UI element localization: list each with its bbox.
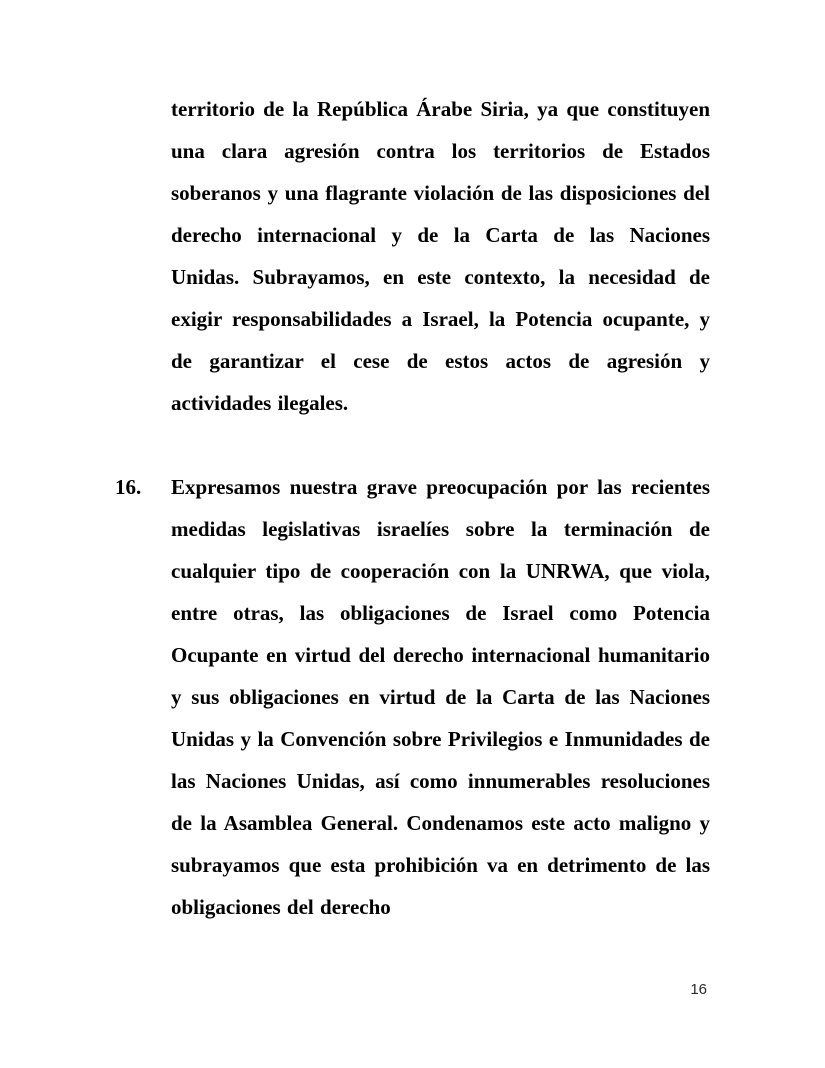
- page-number: 16: [690, 981, 707, 998]
- paragraph-continuation: [115, 88, 710, 424]
- paragraph-text: Expresamos nuestra grave preocupación por las recientes medidas legislativas israelíes sobre la terminación de cualquier tipo de cooperación con la UNRWA, que viola, entre otras, las obligaciones de Israel como Potencia Ocupante en virtud del derecho internacional humanitario y sus obligaciones en virtud de la Carta de las Naciones Unidas y la Convención sobre Privilegios e Inmunidades de las Naciones Unidas, así como innumerables resoluciones de la Asamblea General. Condenamos este acto maligno y subrayamos que esta prohibición va en detrimento de las obligaciones del derecho: [171, 475, 710, 919]
- paragraph-text: territorio de la República Árabe Siria, ya que constituyen una clara agresión contra los territorios de Estados soberanos y una flagrante violación de las disposiciones del derecho internacional y de la Carta de las Naciones Unidas. Subrayamos, en este contexto, la necesidad de exigir responsabilidades a Israel, la Potencia ocupante, y de garantizar el cese de estos actos de agresión y actividades ilegales.: [171, 97, 710, 415]
- document-body: [115, 88, 710, 928]
- paragraph-16: [115, 466, 710, 928]
- paragraph-number: 16.: [115, 475, 142, 499]
